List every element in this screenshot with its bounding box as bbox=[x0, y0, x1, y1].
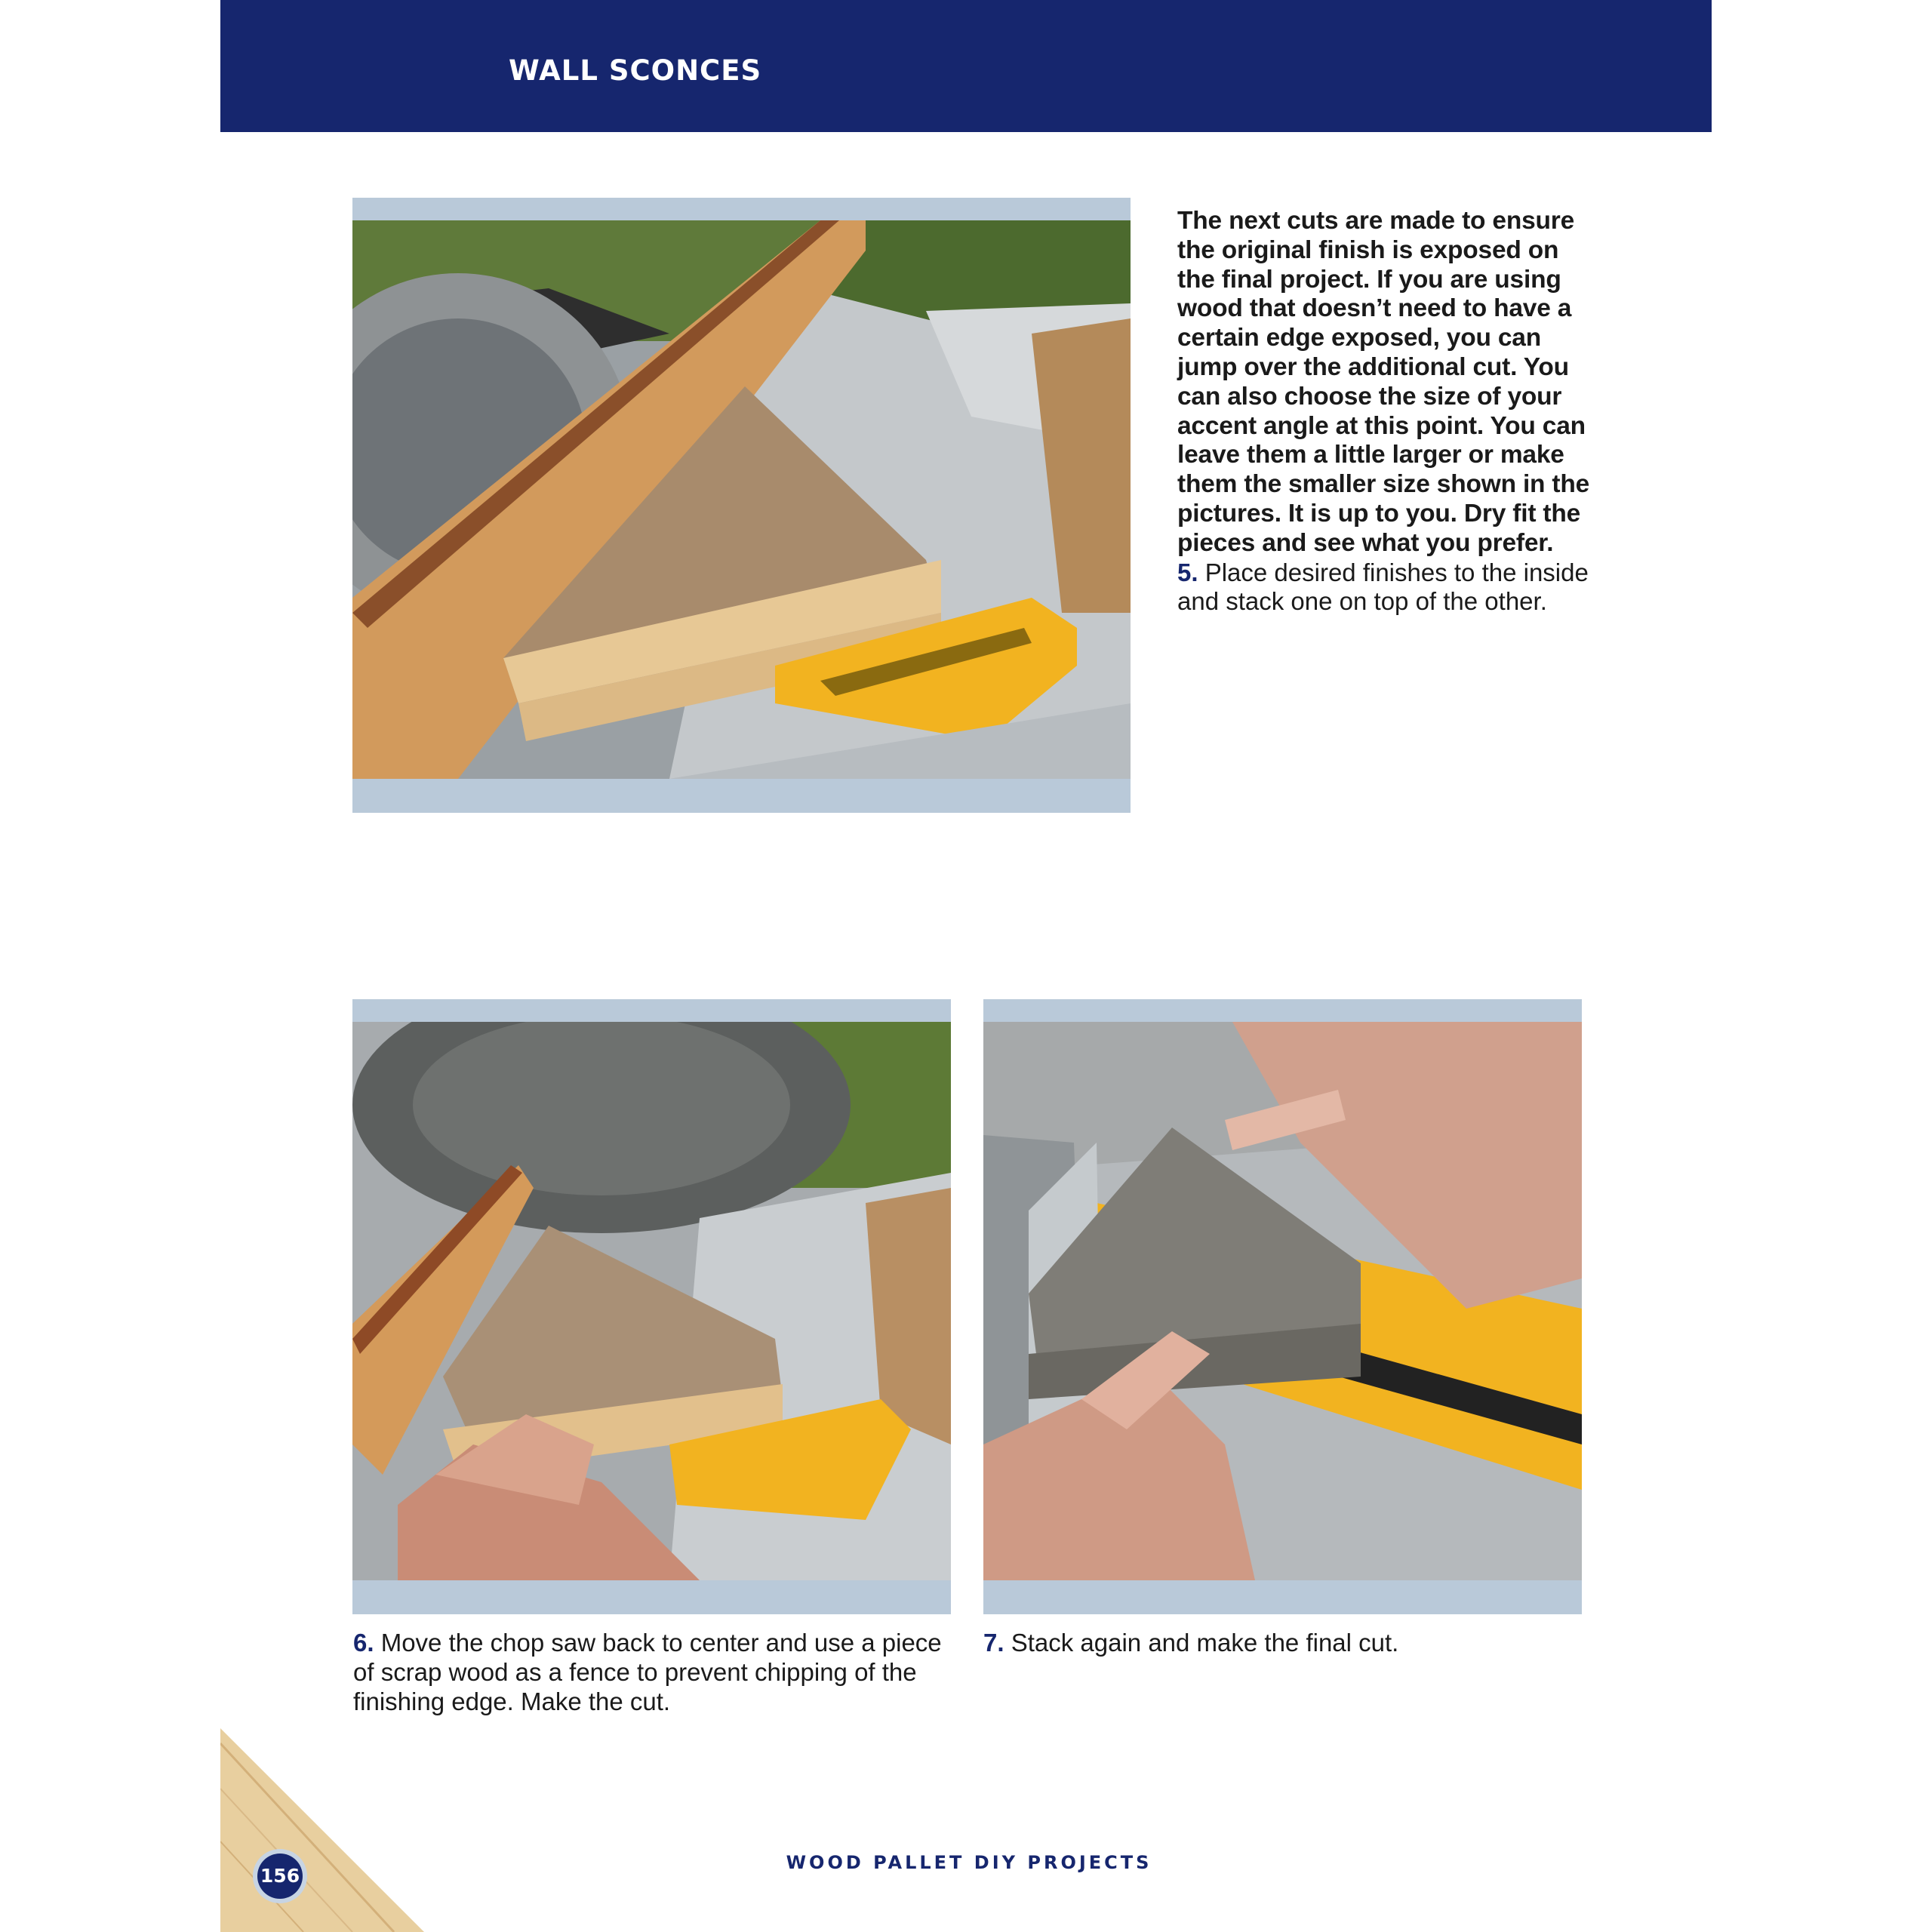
step-5-text: Place desired finishes to the inside and stack one on top of the other. bbox=[1177, 558, 1589, 616]
caption-step-7 bbox=[983, 1629, 1580, 1658]
step-6-number: 6. bbox=[353, 1629, 374, 1657]
page-number: 156 bbox=[257, 1854, 303, 1899]
photo-step-5 bbox=[352, 198, 1131, 813]
hands-stacking-wood-photo bbox=[983, 1022, 1582, 1580]
page-number-badge bbox=[253, 1849, 307, 1903]
section-title: WALL SCONCES bbox=[509, 54, 762, 87]
section-header-bar bbox=[220, 0, 1712, 132]
photo-step-6 bbox=[352, 999, 951, 1614]
caption-step-6 bbox=[353, 1629, 957, 1716]
running-footer-title: WOOD PALLET DIY PROJECTS bbox=[786, 1852, 1152, 1873]
step-7-text: Stack again and make the final cut. bbox=[1011, 1629, 1399, 1657]
photo-step-7 bbox=[983, 999, 1582, 1614]
step-6-text: Move the chop saw back to center and use a piece of scrap wood as a fence to prevent chipping of the finishing edge. Make the cut. bbox=[353, 1629, 942, 1715]
step-5-number: 5. bbox=[1177, 558, 1198, 586]
instruction-text-block bbox=[1177, 207, 1600, 617]
intro-paragraph: The next cuts are made to ensure the original finish is exposed on the final project. If you are using wood that doesn’t need to have a certain edge exposed, you can jump over the additional cut. You can also choose the size of your accent angle at this point. You can leave them a little larger or make them the smaller size shown in the pictures. It is up to you. Dry fit the pieces and see what you prefer. bbox=[1177, 207, 1590, 557]
wood-corner-decoration bbox=[220, 1728, 432, 1932]
miter-saw-stacked-wood-photo bbox=[352, 220, 1131, 779]
saw-blade-cut-photo bbox=[352, 1022, 951, 1580]
step-7-number: 7. bbox=[983, 1629, 1004, 1657]
step-5-paragraph bbox=[1177, 558, 1600, 617]
